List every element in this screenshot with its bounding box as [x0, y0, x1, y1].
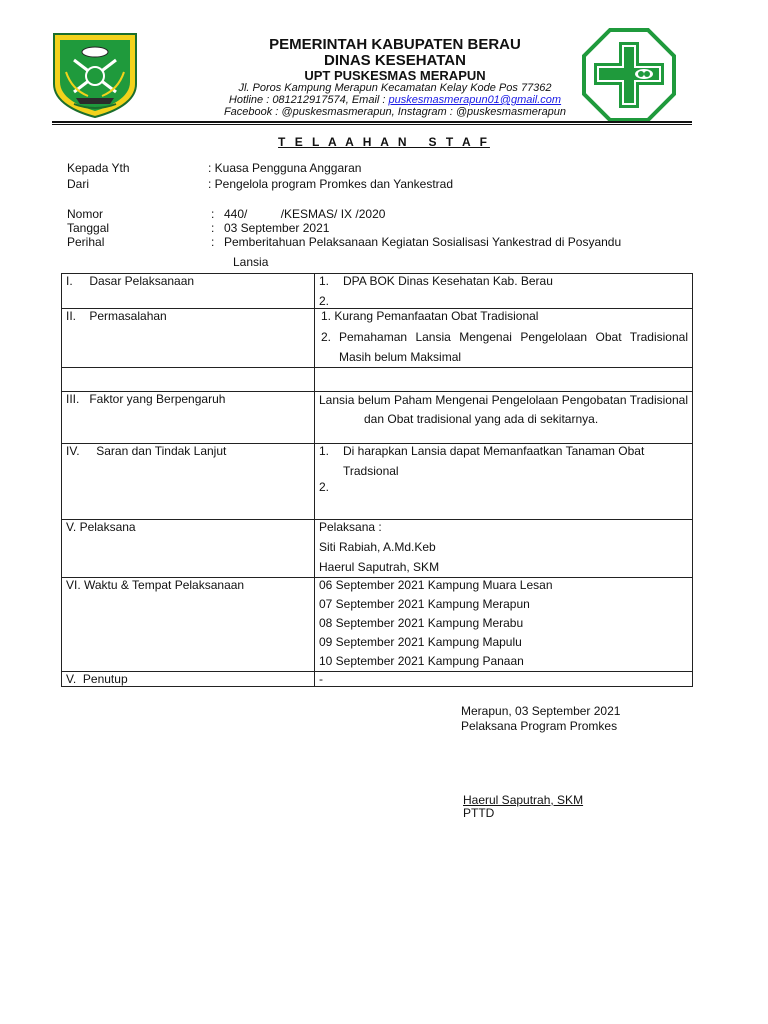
table-row: [62, 368, 693, 392]
row-value-permasalahan: [315, 309, 693, 368]
tanggal-label: Tanggal: [67, 221, 110, 235]
schedule-item: 07 September 2021 Kampung Merapun: [319, 597, 530, 611]
factor-text: Lansia belum Paham Mengenai Pengelolaan Pengobatan Tradisional dan Obat tradisional yang ada di sekitarnya.: [319, 393, 688, 426]
nomor-colon: :: [211, 207, 215, 221]
perihal-value-line2: Lansia: [233, 255, 269, 269]
list-number: 1.: [319, 274, 330, 288]
regency-emblem-icon: [52, 32, 138, 118]
signature-name: Haerul Saputrah, SKM: [463, 793, 584, 807]
email-link[interactable]: puskesmasmerapun01@gmail.com: [388, 94, 562, 106]
schedule-item: 09 September 2021 Kampung Mapulu: [319, 635, 522, 649]
schedule-item: 10 September 2021 Kampung Panaan: [319, 654, 524, 668]
perihal-label: Perihal: [67, 235, 105, 249]
schedule-item: 08 September 2021 Kampung Merabu: [319, 616, 524, 630]
row-value-pelaksana: [315, 520, 693, 578]
header-social: Facebook : @puskesmasmerapun, Instagram : @puskesmasmerapun: [223, 106, 567, 118]
implementer-name: Haerul Saputrah, SKM: [319, 560, 440, 574]
list-text: DPA BOK Dinas Kesehatan Kab. Berau: [343, 274, 553, 288]
header-hotline: Hotline : 081212917574, Email :: [228, 94, 389, 106]
signature-note: PTTD: [463, 806, 495, 820]
schedule-item: 06 September 2021 Kampung Muara Lesan: [319, 578, 553, 592]
kepada-label: Kepada Yth: [67, 161, 130, 175]
table-row: [62, 392, 693, 444]
list-item: [319, 274, 688, 288]
nomor-value: 440/ /KESMAS/ IX /2020: [224, 207, 386, 221]
row-value-faktor: [315, 392, 693, 444]
signature-place-date: Merapun, 03 September 2021: [461, 704, 621, 718]
dari-value: : Pengelola program Promkes dan Yankestrad: [208, 177, 454, 191]
list-number: 2.: [321, 330, 332, 344]
table-row: [62, 274, 693, 309]
dari-label: Dari: [67, 177, 90, 191]
nomor-label: Nomor: [67, 207, 104, 221]
header-rule-thin: [52, 124, 692, 125]
row-label-saran: IV. Saran dan Tindak Lanjut: [62, 444, 315, 520]
list-item: [319, 444, 688, 481]
kepada-value: : Kuasa Pengguna Anggaran: [208, 161, 362, 175]
header-address: Jl. Poros Kampung Merapun Kecamatan Kelay Kode Pos 77362: [238, 82, 552, 94]
tanggal-value: 03 September 2021: [224, 221, 330, 235]
row-value-saran: [315, 444, 693, 520]
row-label-waktu: VI. Waktu & Tempat Pelaksanaan: [62, 578, 315, 672]
implementer-name: Siti Rabiah, A.Md.Keb: [319, 540, 436, 554]
header-unit: UPT PUSKESMAS MERAPUN: [304, 68, 486, 83]
row-label-faktor: III. Faktor yang Berpengaruh: [62, 392, 315, 444]
list-number: 2.: [319, 294, 330, 308]
table-row: [62, 672, 693, 687]
empty-cell: [315, 368, 693, 392]
list-item: 1. Kurang Pemanfaatan Obat Tradisional: [321, 309, 539, 323]
list-text: Pemahaman Lansia Mengenai Pengelolaan Obat Tradisional Masih belum Maksimal: [339, 330, 688, 364]
perihal-value-line1: Pemberitahuan Pelaksanaan Kegiatan Sosialisasi Yankestrad di Posyandu: [224, 235, 622, 249]
table-row: [62, 444, 693, 520]
row-value-penutup: -: [315, 672, 693, 687]
perihal-colon: :: [211, 235, 215, 249]
list-text: Di harapkan Lansia dapat Memanfaatkan Tanaman Obat Tradsional: [343, 444, 645, 478]
tanggal-colon: :: [211, 221, 215, 235]
staff-review-table: [61, 273, 693, 687]
row-label-dasar: I. Dasar Pelaksanaan: [62, 274, 315, 309]
signature-role: Pelaksana Program Promkes: [461, 719, 618, 733]
row-value-waktu: [315, 578, 693, 672]
row-value-dasar: [315, 274, 693, 309]
header-rule-thick: [52, 121, 692, 123]
header-government: PEMERINTAH KABUPATEN BERAU: [269, 36, 521, 53]
row-label-permasalahan: II. Permasalahan: [62, 309, 315, 368]
list-item: [319, 330, 688, 367]
table-row: [62, 309, 693, 368]
row-label-penutup: V. Penutup: [62, 672, 315, 687]
implementer-heading: Pelaksana :: [319, 520, 382, 534]
list-number: 1.: [319, 444, 330, 458]
document-title: T E L A A H A N S T A F: [278, 135, 490, 149]
empty-cell: [62, 368, 315, 392]
header-department: DINAS KESEHATAN: [324, 52, 466, 69]
table-row: [62, 578, 693, 672]
row-label-pelaksana: V. Pelaksana: [62, 520, 315, 578]
list-number: 2.: [319, 480, 330, 494]
table-row: [62, 520, 693, 578]
